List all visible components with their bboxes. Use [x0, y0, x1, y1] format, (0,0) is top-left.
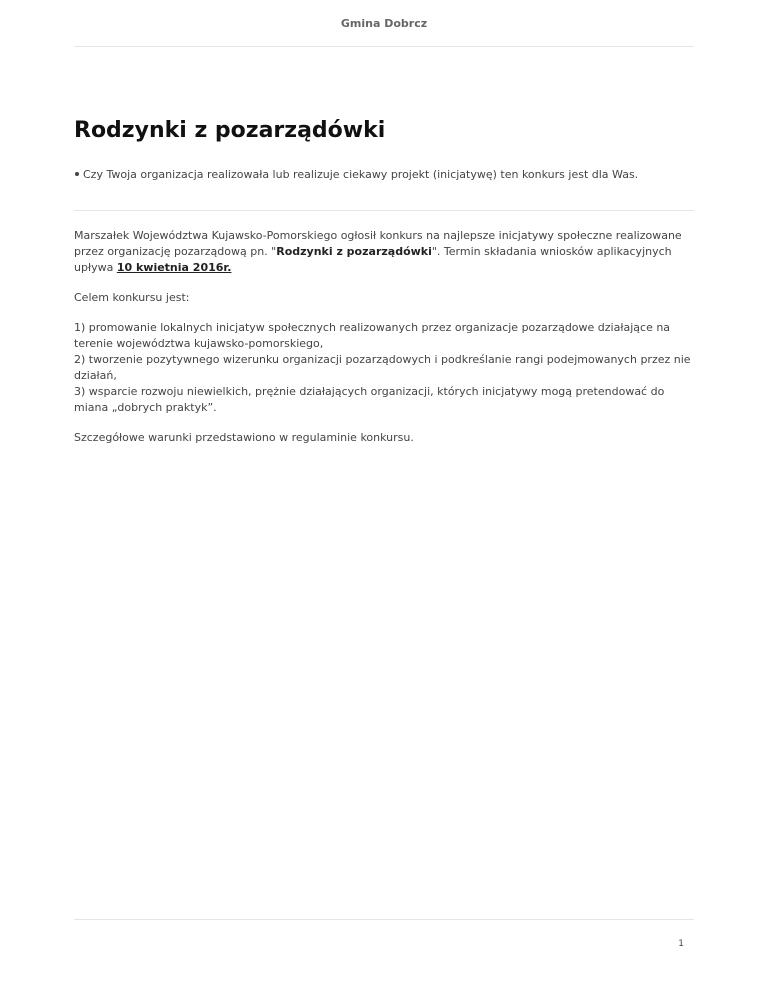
goals-list [74, 320, 694, 416]
goals-heading: Celem konkursu jest: [74, 291, 190, 304]
goal-item: 1) promowanie lokalnych inicjatyw społecznych realizowanych przez organizacje pozarządowe działające na terenie województwa kujawsko-pomorskiego, [74, 321, 671, 350]
deadline-date: 10 kwietnia 2016r. [116, 261, 232, 274]
document-page [74, 0, 694, 994]
intro-paragraph [74, 228, 694, 276]
intro-text-after: ". Termin składania wniosków aplikacyjnych upływa [74, 245, 672, 274]
site-title: Gmina Dobrcz [340, 17, 428, 30]
page-header [74, 0, 694, 47]
contest-name: Rodzynki z pozarządówki [276, 245, 432, 258]
content-divider [74, 210, 694, 211]
closing-paragraph: Szczegółowe warunki przedstawiono w regulaminie konkursu. [74, 431, 414, 444]
article-lead [74, 167, 694, 183]
article-body [74, 228, 694, 460]
intro-text-before: Marszałek Województwa Kujawsko-Pomorskiego ogłosił konkurs na najlepsze inicjatywy społeczne realizowane przez organizację pozarządową pn. " [74, 229, 682, 258]
article-title: Rodzynki z pozarządówki [74, 118, 386, 143]
bullet-icon [75, 172, 79, 176]
goal-item: 3) wsparcie rozwoju niewielkich, prężnie działających organizacji, których inicjatywy mogą pretendować do miana „dobrych praktyk”. [74, 385, 665, 414]
goal-item: 2) tworzenie pozytywnego wizerunku organizacji pozarządowych i podkreślanie rangi podejmowanych przez nie działań, [74, 353, 691, 382]
footer-divider [74, 919, 694, 920]
lead-text: Czy Twoja organizacja realizowała lub realizuje ciekawy projekt (inicjatywę) ten konkurs jest dla Was. [83, 168, 639, 181]
page-number: 1 [678, 939, 684, 949]
